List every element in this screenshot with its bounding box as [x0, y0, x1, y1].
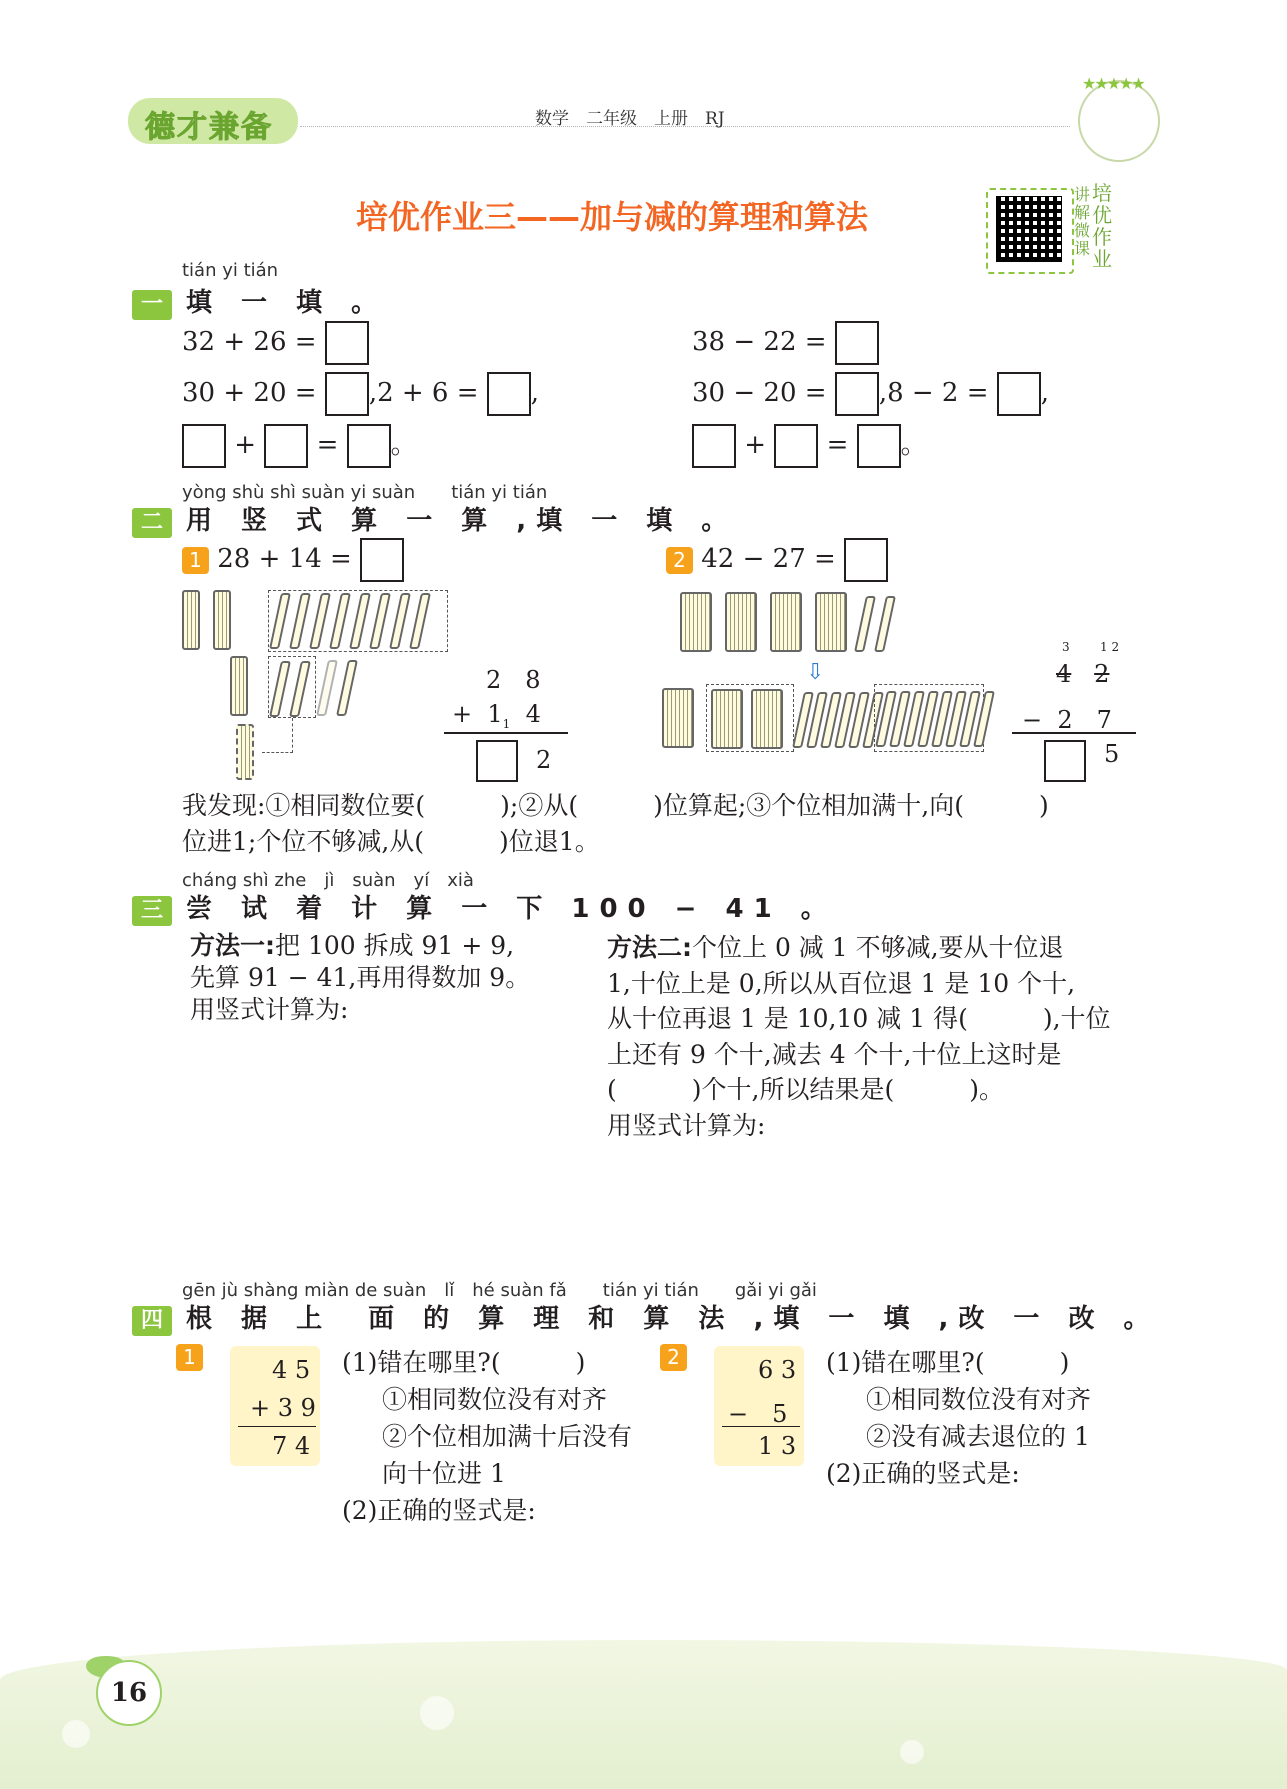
- loose-sticks-group: [268, 590, 448, 652]
- stick-bundle-icon: [230, 656, 248, 716]
- loose-sticks-group: [798, 692, 882, 752]
- s4-q2-top: 6 3: [758, 1356, 797, 1384]
- stick-bundle-icon: [182, 590, 200, 650]
- section-number: 三: [132, 896, 172, 926]
- answer-box[interactable]: [264, 424, 308, 468]
- section1-heading: 一 填 一 填 。: [132, 282, 387, 320]
- q1-result-ones: 2: [536, 746, 552, 774]
- answer-box[interactable]: [325, 372, 369, 416]
- answer-box[interactable]: [835, 372, 879, 416]
- s4-q1-res: 7 4: [272, 1432, 311, 1460]
- q1-vertical-top: 2 8: [486, 666, 541, 694]
- bundle-illustration: [662, 688, 694, 752]
- s4-q1-mid: + 3 9: [250, 1394, 316, 1422]
- s4-q1-badge: 1: [176, 1344, 203, 1371]
- answer-box[interactable]: [844, 538, 888, 582]
- method2-label: 方法二:: [607, 933, 692, 962]
- brand-text: 德才兼备: [145, 110, 273, 145]
- section2-pinyin: yòng shù shì suàn yi suàn tián yi tián: [182, 482, 548, 503]
- q2-carry-tens: 3: [1062, 640, 1070, 654]
- section4-pinyin: gēn jù shàng miàn de suàn lǐ hé suàn fǎ tián yi tián gǎi yi gǎi: [182, 1280, 817, 1301]
- s4-q2-badge: 2: [660, 1344, 687, 1371]
- answer-box[interactable]: [347, 424, 391, 468]
- q2-carry-ones: 1 2: [1100, 640, 1120, 654]
- section3-pinyin: cháng shì zhe jì suàn yí xià: [182, 870, 474, 891]
- s4-q2-text: (1)错在哪里?( ) ①相同数位没有对齐 ②没有减去退位的 1 (2)正确的竖式是:: [826, 1348, 1092, 1488]
- method2: 方法二:个位上 0 减 1 不够减,要从十位退 1,十位上是 0,所以从百位退 1 是 10 个十, 从十位再退 1 是 10,10 减 1 得( ),十位 上还有 9 个十,减去 4 个十,十位上这时是 ( )个十,所以结果是( )。 用竖式计算为:: [607, 933, 1111, 1140]
- section-number: 一: [132, 290, 172, 320]
- new-bundle-icon: [236, 724, 254, 784]
- loose-sticks-group: [874, 684, 984, 752]
- footer-bubble: [420, 1696, 454, 1730]
- loose-sticks-group: [322, 660, 362, 720]
- page-number: 16: [96, 1660, 162, 1726]
- s4-q1-top: 4 5: [272, 1356, 311, 1384]
- answer-box[interactable]: [325, 321, 369, 365]
- s1-left-row3: + = 。: [182, 424, 417, 468]
- section-number: 四: [132, 1306, 172, 1336]
- q1-vertical-rule: [444, 732, 568, 734]
- bundle-illustration: [680, 592, 900, 656]
- footer-bubble: [62, 1720, 90, 1748]
- footer-wave: [0, 1640, 1287, 1789]
- q2-answer-box[interactable]: [1044, 740, 1086, 782]
- s1-right-row3: + = 。: [692, 424, 927, 468]
- question-badge: 1: [182, 547, 209, 574]
- q2-vertical-rule: [1012, 732, 1136, 734]
- s1-left-row2: 30 + 20 = ,2 + 6 = ,: [182, 372, 539, 416]
- discover-line-2: 位进1;个位不够减,从( )位退1。: [182, 827, 600, 856]
- section4-heading: 四 根 据 上 面 的 算 理 和 算 法 ,填 一 填 ,改 一 改 。: [132, 1298, 1160, 1336]
- s4-q2-mid: − 5: [728, 1400, 788, 1428]
- section-number: 二: [132, 508, 172, 538]
- s4-q1-text: (1)错在哪里?( ) ①相同数位没有对齐 ②个位相加满十后没有 向十位进 1 (2)正确的竖式是:: [342, 1348, 633, 1525]
- s4-q2-rule: [722, 1426, 800, 1427]
- footer-bubble: [900, 1740, 924, 1764]
- s4-q1-rule: [238, 1426, 316, 1427]
- q2-result-ones: 5: [1104, 740, 1120, 768]
- section2-heading: 二 用 竖 式 算 一 算 ,填 一 填 。: [132, 500, 737, 538]
- section3-heading: 三 尝 试 着 计 算 一 下 100 − 41 。: [132, 888, 837, 926]
- s1-right-row2: 30 − 20 = ,8 − 2 = ,: [692, 372, 1049, 416]
- s1-left-row1: 32 + 26 =: [182, 321, 369, 365]
- answer-box[interactable]: [835, 321, 879, 365]
- qr-label: 讲 解 微 课 培 优 作 业: [1074, 181, 1113, 271]
- answer-box[interactable]: [360, 538, 404, 582]
- stick-bundle-icon: [213, 590, 231, 650]
- s1-right-row1: 38 − 22 =: [692, 321, 879, 365]
- regroup-bundles-group: [706, 684, 794, 752]
- method1: 方法一:把 100 拆成 91 + 9, 先算 91 − 41,再用得数加 9。 用竖式计算为:: [190, 931, 531, 1024]
- s2-q2-expr: 2 42 − 27 =: [666, 538, 888, 582]
- bundle-illustration: [230, 656, 248, 720]
- discover-line-1: 我发现:①相同数位要( );②从( )位算起;③个位相加满十,向( ): [182, 791, 1049, 820]
- q1-answer-box[interactable]: [476, 740, 518, 782]
- answer-box[interactable]: [692, 424, 736, 468]
- header-meta: 数学 二年级 上册 RJ: [535, 109, 725, 129]
- loose-sticks-group: [268, 656, 316, 718]
- answer-box[interactable]: [857, 424, 901, 468]
- s4-q2-res: 1 3: [758, 1432, 797, 1460]
- answer-box[interactable]: [997, 372, 1041, 416]
- s2-q1-expr: 1 28 + 14 =: [182, 538, 404, 582]
- answer-box[interactable]: [774, 424, 818, 468]
- arrow-connector: [262, 718, 293, 753]
- q2-vertical-top: 4 2: [1056, 660, 1110, 688]
- question-badge: 2: [666, 547, 693, 574]
- qr-frame: [986, 188, 1074, 274]
- answer-box[interactable]: [487, 372, 531, 416]
- section1-pinyin: tián yi tián: [182, 260, 279, 281]
- answer-box[interactable]: [182, 424, 226, 468]
- method1-label: 方法一:: [190, 931, 275, 960]
- star-row-icon: ★★★★★: [1082, 74, 1144, 93]
- page-title: 培优作业三——加与减的算理和算法: [356, 198, 869, 236]
- q2-vertical-mid: − 2 7: [1022, 706, 1112, 734]
- bundle-illustration: [182, 590, 231, 654]
- down-arrow-icon: ⇩: [806, 660, 825, 685]
- q1-vertical-mid: + $1_1$ 4: [452, 700, 541, 731]
